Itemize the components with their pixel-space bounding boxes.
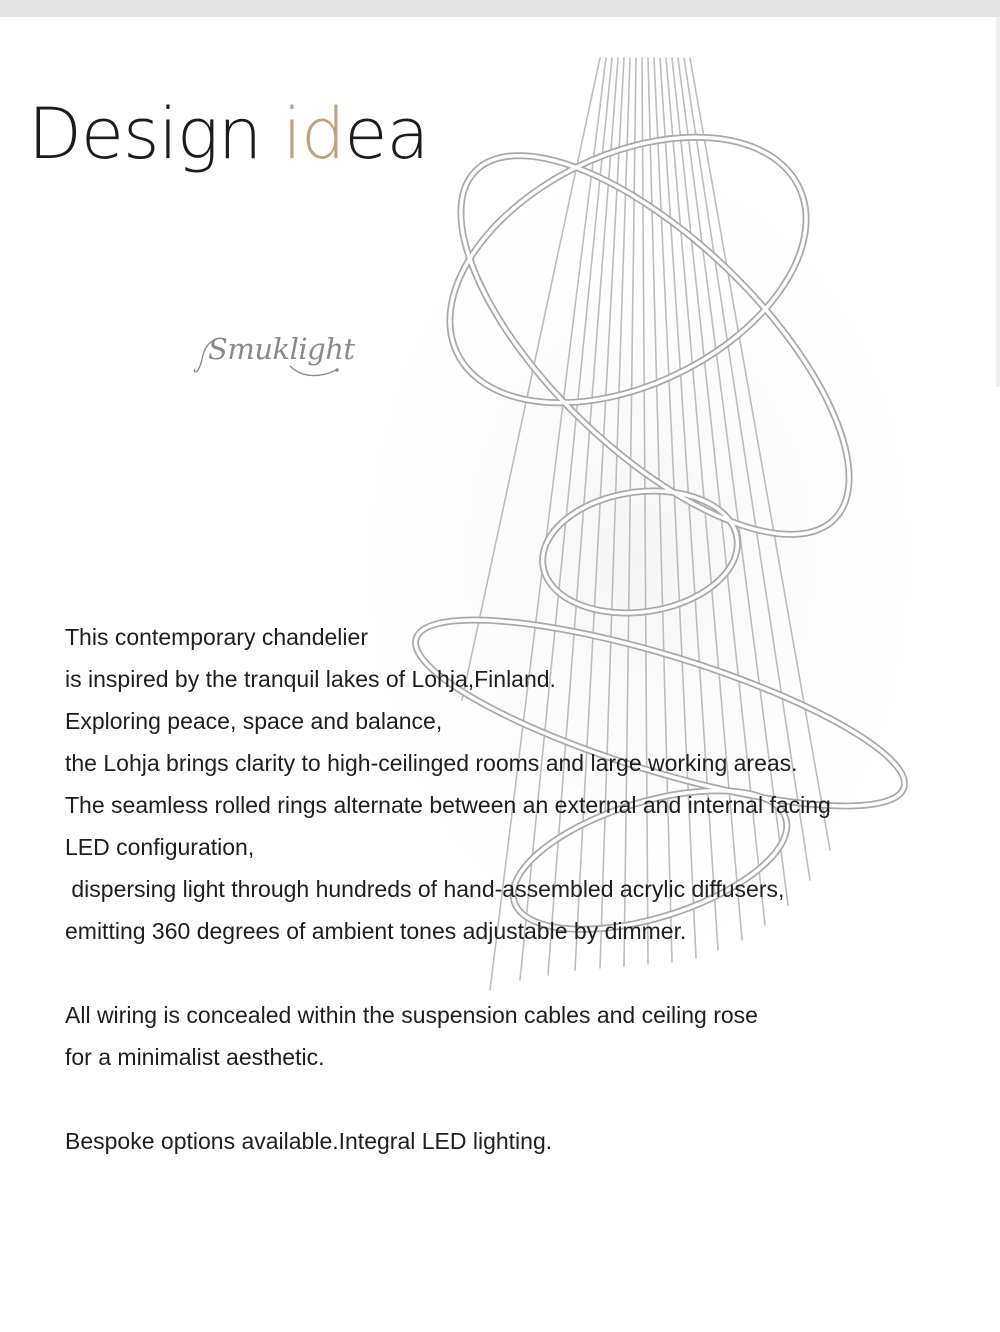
- title-accent: id: [282, 93, 345, 175]
- brand-logo: [190, 326, 355, 386]
- paragraph-spacer: [65, 952, 945, 994]
- paragraph-1-line-7: dispersing light through hundreds of hand-assembled acrylic diffusers,: [65, 876, 785, 902]
- paragraph-1-line-4: the Lohja brings clarity to high-ceilinged rooms and large working areas.: [65, 750, 798, 776]
- title-part-1: Design: [28, 93, 283, 175]
- description: [65, 616, 945, 1162]
- logo-text: Smuklight: [208, 332, 355, 366]
- paragraph-1-line-1: This contemporary chandelier: [65, 624, 368, 650]
- paragraph-1-line-8: emitting 360 degrees of ambient tones adjustable by dimmer.: [65, 918, 687, 944]
- paragraph-spacer: [65, 1078, 945, 1120]
- paragraph-2-line-1: All wiring is concealed within the suspension cables and ceiling rose: [65, 1002, 758, 1028]
- title-part-2: ea: [344, 93, 429, 175]
- paragraph-3-line-1: Bespoke options available.Integral LED lighting.: [65, 1128, 553, 1154]
- paragraph-1-line-2: is inspired by the tranquil lakes of Lohja,Finland.: [65, 666, 556, 692]
- paragraph-1-line-3: Exploring peace, space and balance,: [65, 708, 443, 734]
- paragraph-1-line-5: The seamless rolled rings alternate between an external and internal facing: [65, 792, 831, 818]
- paragraph-1-line-6: LED configuration,: [65, 834, 255, 860]
- paragraph-2-line-2: for a minimalist aesthetic.: [65, 1044, 325, 1070]
- page-title: [28, 92, 428, 176]
